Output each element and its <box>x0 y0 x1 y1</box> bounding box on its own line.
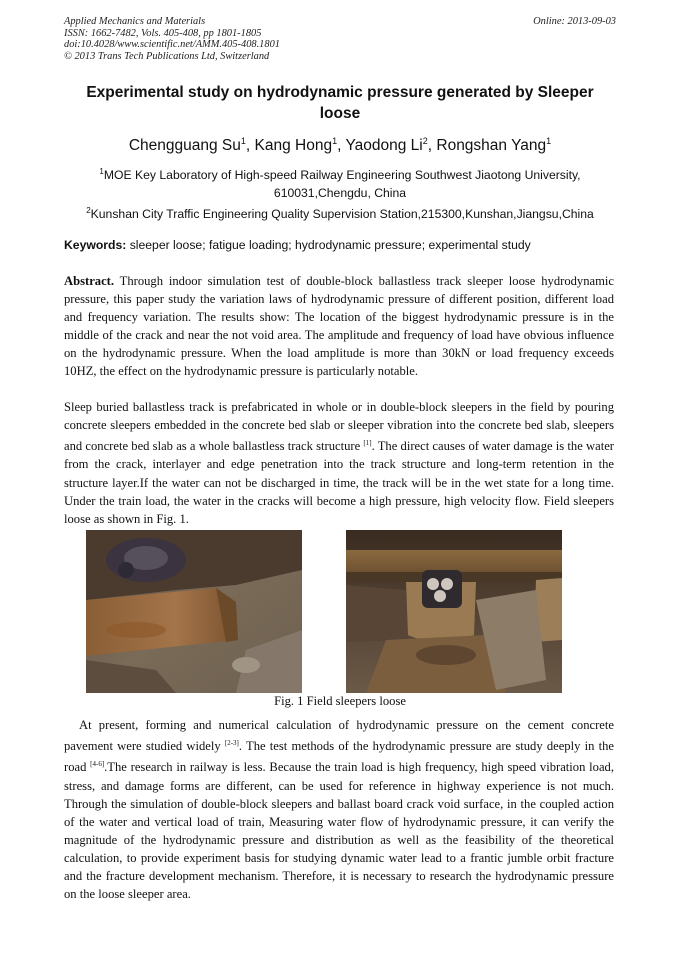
affiliation-text: MOE Key Laboratory of High-speed Railway Engineering Southwest Jiaotong University, 610031,Chengdu, China <box>103 168 581 200</box>
author-separator: , <box>427 137 437 155</box>
doi-line: doi:10.4028/www.scientific.net/AMM.405-408.1801 <box>64 39 280 51</box>
author-list <box>64 136 616 155</box>
affiliation-mark: 2 <box>86 206 91 216</box>
author-name: Yaodong Li <box>345 137 423 155</box>
affiliation-2 <box>64 202 616 224</box>
author-affiliation-mark: 1 <box>240 136 246 146</box>
paragraph-text: .The research in railway is less. Because the train load is high frequency, high speed vibration load, stress, and damage forms are different, can be used for reference in highway experience is not much. Through the simulation of double-block sleepers and ballast board crack void surface, in the coupled action of the water and vertical load of train, Measuring water flow of hydrodynamic pressure, it can verify the magnitude of the hydrodynamic pressure and distribution as well as the feasibility of the theoretical calculation, to provide experiment basis for studying dynamic water lead to a frantic jumble orbit fracture and the fracture development mechanism. Therefore, it is necessary to research the hydrodynamic pressure on the loose sleeper area. <box>64 760 614 902</box>
affiliation-mark: 1 <box>99 167 104 176</box>
paragraph-background <box>64 716 614 903</box>
author-affiliation-mark: 2 <box>422 136 428 146</box>
author-affiliation-mark: 1 <box>546 136 552 146</box>
paragraph-text: At present, forming and numerical calculation of hydrodynamic pressure on the cement concrete pavement were studied widely <box>64 718 614 754</box>
affiliation-text: Kunshan City Traffic Engineering Quality Supervision Station,215300,Kunshan,Jiangsu,China <box>90 207 594 222</box>
issn-line: ISSN: 1662-7482, Vols. 405-408, pp 1801-1805 <box>64 27 262 39</box>
journal-name: Applied Mechanics and Materials <box>64 16 206 27</box>
figure-photo-left <box>86 530 302 693</box>
keywords <box>64 238 616 252</box>
paper-title: Experimental study on hydrodynamic pressure generated by Sleeper loose <box>86 84 594 122</box>
journal-header <box>64 16 616 62</box>
citation-ref: [1] <box>363 439 372 448</box>
author-name: Kang Hong <box>254 137 333 155</box>
author-name: Rongshan Yang <box>436 137 547 155</box>
abstract-label: Abstract. <box>64 274 115 288</box>
online-date: Online: 2013-09-03 <box>533 16 616 27</box>
figure-caption: Fig. 1 Field sleepers loose <box>274 694 406 708</box>
affiliation-1 <box>64 163 616 202</box>
sleeper-photo-left <box>86 530 302 693</box>
figure-photo-right <box>346 530 562 693</box>
copyright-line: © 2013 Trans Tech Publications Ltd, Switzerland <box>64 50 270 62</box>
author-separator: , <box>245 137 255 155</box>
author-separator: , <box>337 137 346 155</box>
author-affiliation-mark: 1 <box>332 136 338 146</box>
affiliations <box>64 163 616 224</box>
paragraph-text: . The direct causes of water damage is the water from the crack, interlayer and edge penetration into the track structure and long-term retention in the structure layer.If the water can not be discharged in time, the track will be in the wet state for a long time. Under the train load, the water in the cracks will become a high pressure, high velocity flow. Field sleepers loose as shown in Fig. 1. <box>64 439 614 526</box>
citation-ref: [4-6] <box>90 760 105 769</box>
abstract <box>64 272 614 381</box>
keywords-text: sleeper loose; fatigue loading; hydrodynamic pressure; experimental study <box>126 238 531 252</box>
citation-ref: [2-3] <box>224 739 239 748</box>
paragraph-text: Sleep buried ballastless track is prefabricated in whole or in double-block sleepers in the field by pouring concrete sleepers embedded in the concrete bed slab or sleeper vibration into the concrete bed slab, sleepers and concrete bed slab as a whole ballastless track structure <box>64 400 614 454</box>
keywords-label: Keywords: <box>64 238 127 252</box>
paragraph-intro <box>64 398 614 528</box>
author-name: Chengguang Su <box>128 137 241 155</box>
sleeper-photo-right <box>346 530 562 693</box>
paragraph-text: . The test methods of the hydrodynamic pressure are study deeply in the road <box>64 739 614 775</box>
abstract-text: Through indoor simulation test of double-block ballastless track sleeper loose hydrodynamic pressure, this paper study the variation laws of hydrodynamic pressure of different position, different load and frequency variation. The results show: The location of the biggest hydrodynamic pressure is in the middle of the crack and near the not void area. The amplitude and frequency of load have obvious influence on the hydrodynamic pressure. When the load amplitude is more than 30kN or load frequency exceeds 10HZ, the effect on the hydrodynamic pressure is particularly notable. <box>64 274 614 379</box>
